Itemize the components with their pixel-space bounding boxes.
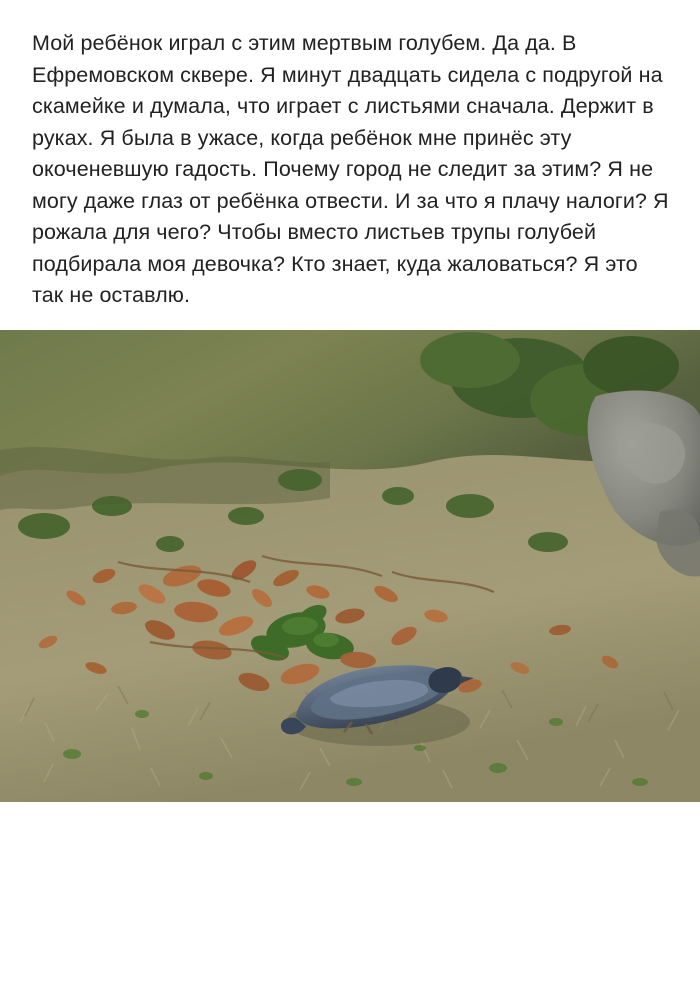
post-text: Мой ребёнок играл с этим мертвым голубем. Да да. В Ефремовском сквере. Я минут двадцать сидела с подругой на скамейке и думала, что играет с листьями сначала. Держит в руках. Я была в ужасе, когда ребёнок мне принёс эту окоченевшую гадость. Почему город не следит за этим? Я не могу даже глаз от ребёнка отвести. И за что я плачу налоги? Я рожала для чего? Чтобы вместо листьев трупы голубей подбирала моя девочка? Кто знает, куда жаловаться? Я это так не оставлю. (32, 31, 675, 307)
photo-illustration (0, 330, 700, 802)
post-photo (0, 330, 700, 802)
